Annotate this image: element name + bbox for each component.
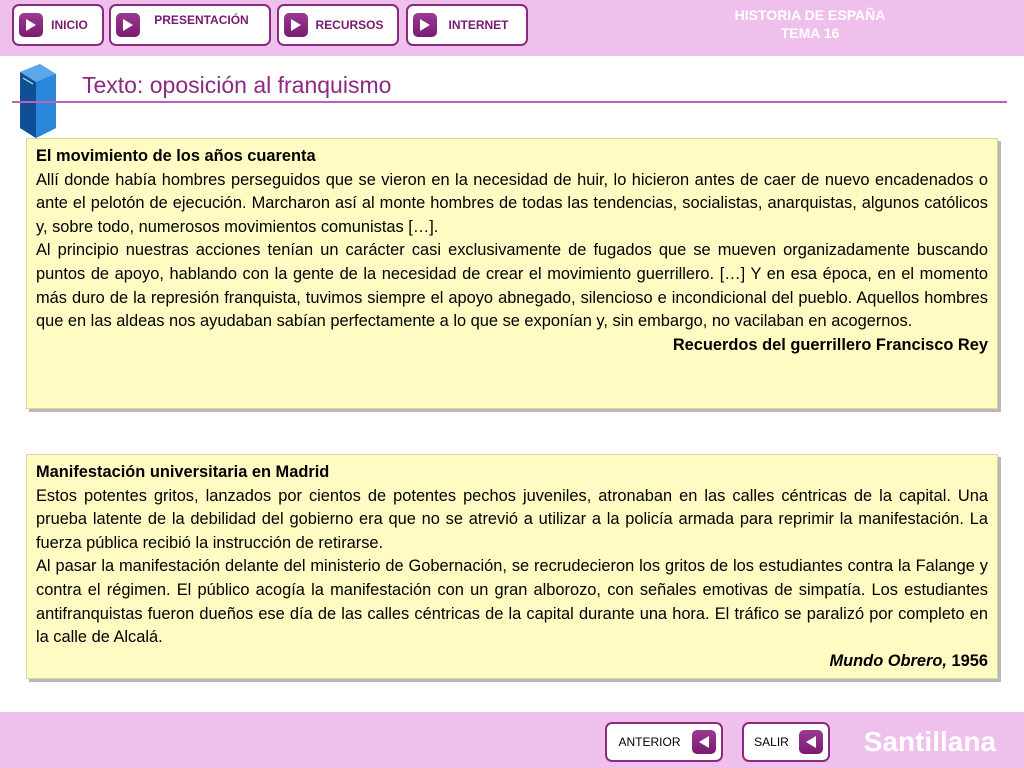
text-box-guerrilla xyxy=(26,138,998,409)
nav-label: PRESENTACIÓN xyxy=(154,13,249,27)
play-arrow-icon xyxy=(19,13,43,37)
play-arrow-icon xyxy=(116,13,140,37)
nav-label: INTERNET xyxy=(448,18,509,32)
box-source: Recuerdos del guerrillero Francisco Rey xyxy=(672,335,988,354)
nav-label: INICIO xyxy=(51,18,88,32)
text-box-manifestacion xyxy=(26,454,998,679)
box-source xyxy=(36,650,988,674)
nav-label: RECURSOS xyxy=(315,18,384,32)
box-title: El movimiento de los años cuarenta xyxy=(36,147,316,165)
previous-label: ANTERIOR xyxy=(618,735,681,749)
play-arrow-icon xyxy=(413,13,437,37)
exit-label: SALIR xyxy=(754,735,789,749)
brand-logo: Santillana xyxy=(863,726,996,757)
book-icon xyxy=(14,62,62,145)
course-header xyxy=(700,6,920,42)
nav-button-presentacion[interactable] xyxy=(109,4,271,46)
play-arrow-icon xyxy=(284,13,308,37)
course-unit: TEMA 16 xyxy=(780,25,840,41)
source-year: 1956 xyxy=(951,651,988,670)
back-arrow-icon xyxy=(692,730,716,754)
box-paragraph: Estos potentes gritos, lanzados por cientos de potentes pechos juveniles, atronaban en las calles céntricas de la capital. Una prueba latente de la debilidad del gobierno era que no se atrevió a utilizar a la policía armada para reprimir la manifestación. La fuerza pública recibió la instrucción de retirarse. xyxy=(36,486,988,552)
box-paragraph: Allí donde había hombres perseguidos que se vieron en la necesidad de huir, lo hicieron antes de caer de nuevo encadenados o ante el pelotón de ejecución. Marcharon así al monte hombres de todas las tendencias, socialistas, anarquistas, algunos católicos y, sobre todo, numerosos movimientos comunistas […]. xyxy=(36,170,988,236)
top-nav-bar xyxy=(0,0,1024,56)
box-paragraph: Al principio nuestras acciones tenían un carácter casi exclusivamente de fugados que se mueven organizadamente buscando puntos de apoyo, hablando con la gente de la necesidad de crear el movimiento guerrillero. […] Y en esa época, en el momento más duro de la represión franquista, tuvimos siempre el apoyo abnegado, silencioso e incondicional del pueblo. Aquellos hombres que en las aldeas nos ayudaban sabían perfectamente a lo que se exponían y, sin embargo, no vacilaban en acogernos. xyxy=(36,241,988,331)
nav-button-recursos[interactable] xyxy=(277,4,399,46)
page-title: Texto: oposición al franquismo xyxy=(82,72,392,98)
box-title: Manifestación universitaria en Madrid xyxy=(36,463,330,481)
source-publication: Mundo Obrero, xyxy=(829,651,947,670)
nav-button-internet[interactable] xyxy=(406,4,528,46)
box-paragraph: Al pasar la manifestación delante del ministerio de Gobernación, se recrudecieron los gritos de los estudiantes contra la Falange y contra el régimen. El público acogía la manifestación con un gran alborozo, con señales emotivas de simpatía. Los estudiantes antifranquistas fueron dueños ese día de las calles céntricas de la capital durante una hora. El tráfico se paralizó por completo en la calle de Alcalá. xyxy=(36,557,988,647)
previous-button[interactable] xyxy=(605,722,723,762)
exit-button[interactable] xyxy=(742,722,830,762)
nav-button-inicio[interactable] xyxy=(12,4,104,46)
footer-bar xyxy=(0,712,1024,768)
course-title: HISTORIA DE ESPAÑA xyxy=(734,7,886,23)
back-arrow-icon xyxy=(799,730,823,754)
title-divider xyxy=(12,101,1007,103)
